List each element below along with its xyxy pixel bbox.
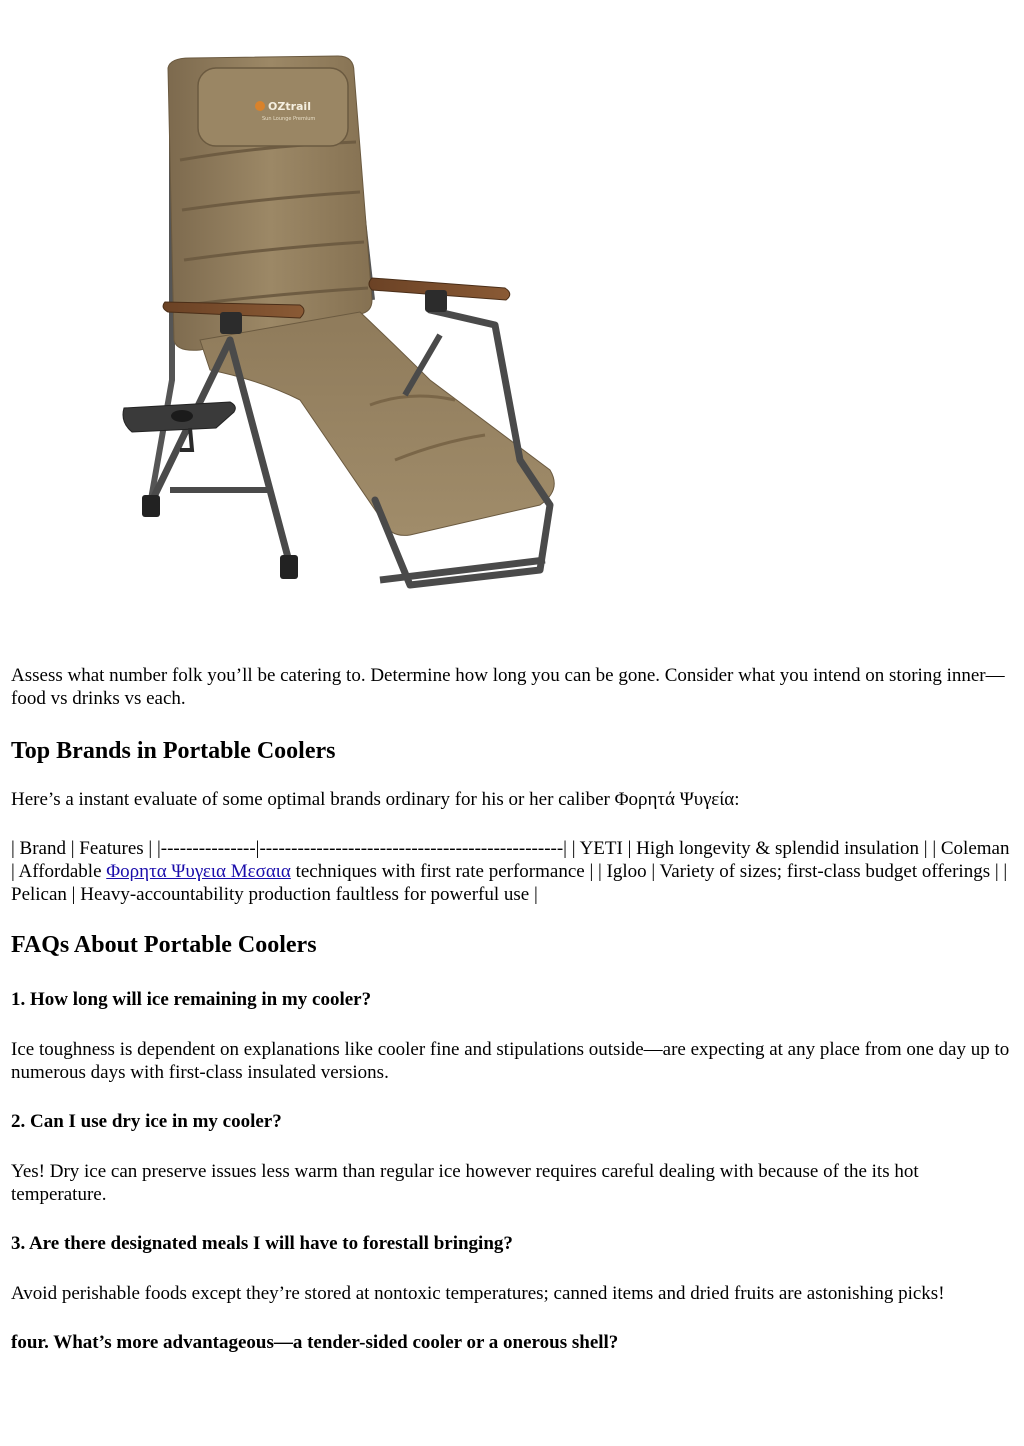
product-image-recliner-chair (110, 50, 570, 600)
faq-answer: Avoid perishable foods except they’re stored at nontoxic temperatures; canned items and dried fruits are astonishing picks! (11, 1283, 945, 1304)
intro-paragraph: Assess what number folk you’ll be catering to. Determine how long you can be gone. Consider what you intend on storing inner—food vs drinks vs each. (11, 665, 1005, 709)
brands-intro: Here’s a instant evaluate of some optimal brands ordinary for his or her caliber Φορητά Ψυγεία: (11, 789, 740, 810)
faq-answer: Ice toughness is dependent on explanations like cooler fine and stipulations outside—are expecting at any place from one day up to numerous days with first-class insulated versions. (11, 1039, 1010, 1083)
brands-heading: Top Brands in Portable Coolers (11, 738, 336, 764)
portable-fridges-medium-link[interactable]: Φορητα Ψυγεια Μεσαια (106, 861, 291, 882)
svg-text:OZtrail: OZtrail (268, 100, 311, 113)
faq-question: 1. How long will ice remaining in my cooler? (11, 989, 372, 1010)
brands-table-before: | Brand | Features | |---------------|------------------------------------------------| | YETI | High longevity & splendid insulation | | Coleman | Affordable (11, 838, 1010, 882)
faq-question: four. What’s more advantageous—a tender-sided cooler or a onerous shell? (11, 1332, 619, 1353)
brands-table-after: techniques with first rate performance | | Igloo | Variety of sizes; first-class budget offerings | | Pelican | Heavy-accountability production faultless for powerful use | (11, 861, 1008, 905)
faq-question: 2. Can I use dry ice in my cooler? (11, 1111, 282, 1132)
faq-answer: Yes! Dry ice can preserve issues less warm than regular ice however requires careful dealing with because of the its hot temperature. (11, 1161, 919, 1205)
faq-question: 3. Are there designated meals I will have to forestall bringing? (11, 1233, 513, 1254)
brands-table-text (11, 837, 1017, 906)
faq-heading: FAQs About Portable Coolers (11, 932, 317, 958)
svg-text:Sun Lounge Premium: Sun Lounge Premium (262, 116, 316, 122)
article-content (11, 664, 1017, 1381)
